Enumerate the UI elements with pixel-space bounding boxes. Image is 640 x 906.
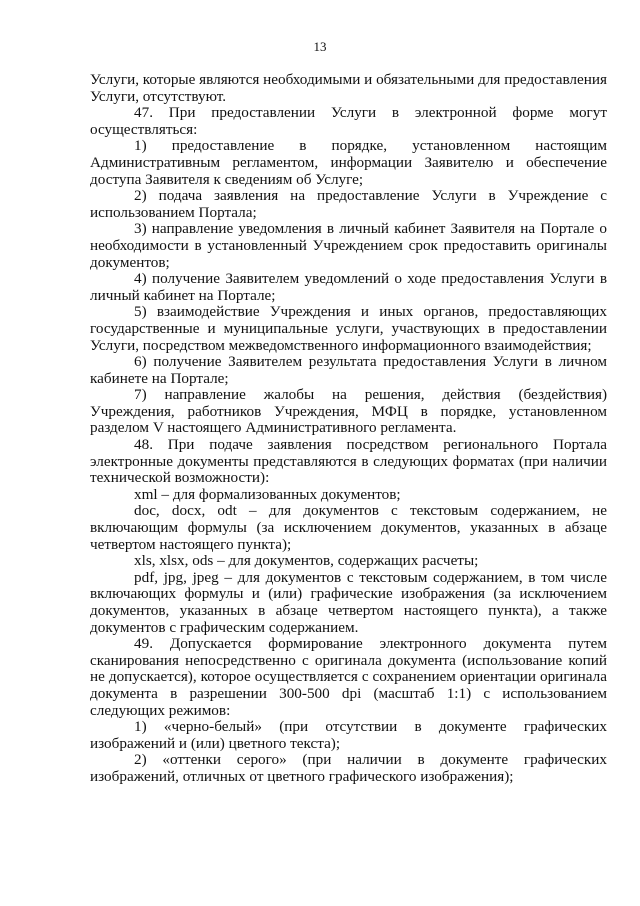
paragraph-services-none: Услуги, которые являются необходимыми и обязательными для предоставления Услуги, отсутствуют. — [90, 71, 607, 105]
paragraph-48: 48. При подаче заявления посредством регионального Портала электронные документы представляются в следующих форматах (при наличии технической возможности): — [90, 436, 607, 487]
paragraph-47-item-7: 7) направление жалобы на решения, действия (бездействия) Учреждения, работников Учреждения, МФЦ в порядке, установленном разделом V настоящего Административного регламента. — [90, 386, 607, 437]
paragraph-47-item-3: 3) направление уведомления в личный кабинет Заявителя на Портале о необходимости в установленный Учреждением срок предоставить оригиналы документов; — [90, 220, 607, 271]
paragraph-48-format-pdf: pdf, jpg, jpeg – для документов с текстовым содержанием, в том числе включающих формулы и (или) графические изображения (за исключением документов, указанных в абзаце четвертом настоящего пункта), а также документов с графическим содержанием. — [90, 568, 607, 636]
paragraph-49-mode-2: 2) «оттенки серого» (при наличии в документе графических изображений, отличных от цветного графического изображения); — [90, 751, 607, 785]
paragraph-49: 49. Допускается формирование электронного документа путем сканирования непосредственно с оригинала документа (использование копий не допускается), которое осуществляется с сохранением ориентации оригинала документа в разрешении 300-500 dpi (масштаб 1:1) с использованием следующих режимов: — [90, 635, 607, 719]
paragraph-47-item-4: 4) получение Заявителем уведомлений о ходе предоставления Услуги в личный кабинет на Портале; — [90, 270, 607, 304]
paragraph-47: 47. При предоставлении Услуги в электронной форме могут осуществляться: — [90, 104, 607, 138]
document-body — [90, 72, 607, 786]
paragraph-48-format-xml: xml – для формализованных документов; — [134, 485, 401, 503]
paragraph-49-mode-1: 1) «черно-белый» (при отсутствии в документе графических изображений и (или) цветного текста); — [90, 718, 607, 752]
paragraph-48-format-doc: doc, docx, odt – для документов с текстовым содержанием, не включающим формулы (за исключением документов, указанных в абзаце четвертом настоящего пункта); — [90, 502, 607, 553]
page-number: 13 — [313, 39, 327, 54]
paragraph-47-item-6: 6) получение Заявителем результата предоставления Услуги в личном кабинете на Портале; — [90, 353, 607, 387]
paragraph-48-format-xls: xls, xlsx, ods – для документов, содержащих расчеты; — [134, 552, 479, 570]
paragraph-47-item-2: 2) подача заявления на предоставление Услуги в Учреждение с использованием Портала; — [90, 187, 607, 221]
paragraph-47-item-5: 5) взаимодействие Учреждения и иных органов, предоставляющих государственные и муниципальные услуги, участвующих в предоставлении Услуги, посредством межведомственного информационного взаимодействия; — [90, 303, 607, 354]
paragraph-47-item-1: 1) предоставление в порядке, установленном настоящим Административным регламентом, информации Заявителю и обеспечение доступа Заявителя к сведениям об Услуге; — [90, 137, 607, 188]
